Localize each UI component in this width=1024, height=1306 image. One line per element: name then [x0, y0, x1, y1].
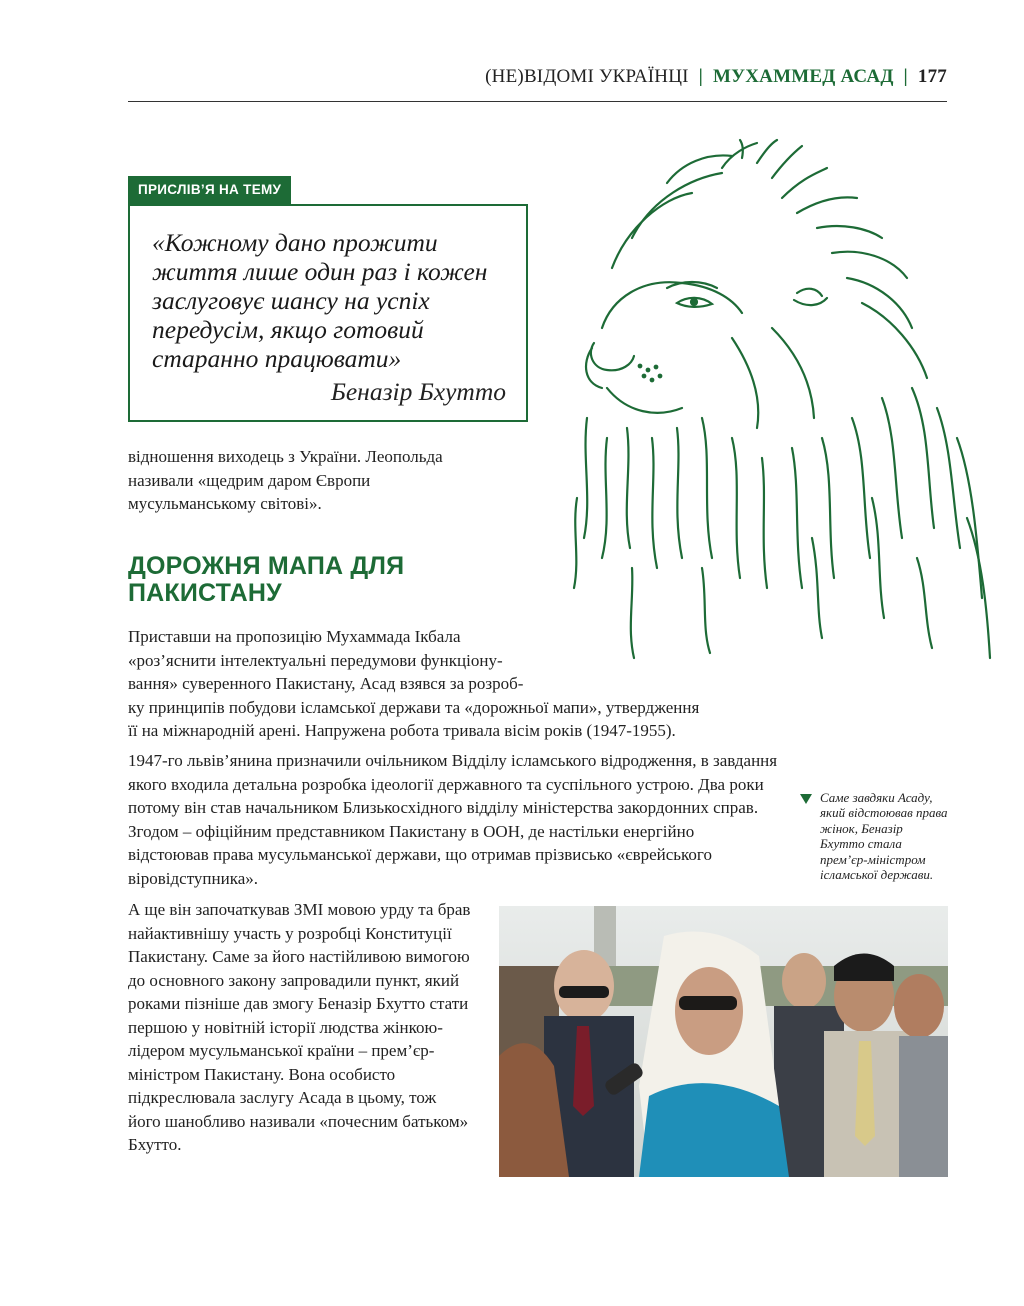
header-separator-2: | — [903, 66, 908, 87]
paragraph-1-line: її на міжнародній арені. Напружена робота тривала вісім років (1947-1955). — [128, 721, 676, 740]
lion-illustration — [572, 138, 997, 668]
press-photo — [499, 906, 948, 1177]
photo-caption — [800, 790, 950, 883]
paragraph-1-line: «роз’яснити інтелектуальні передумови функціону- — [128, 650, 503, 670]
paragraph-2: 1947-го львів’янина призначили очільником Відділу ісламського відродження, в завдання якого входила детальна розробка ідеології державного та суспільного устрою. Два роки потому він став начальником Близькосхідного відділу міністерства закордонних справ. Згодом – офіційним представником Пакистану в ООН, де настільки енергійно відстоював права мусульманської держави, що отримав прізвисько «єврейського віровідступника». — [128, 751, 778, 888]
quote-tag: ПРИСЛІВ’Я НА ТЕМУ — [128, 176, 291, 204]
header-rule — [128, 101, 947, 102]
triangle-down-icon — [800, 794, 812, 804]
quote-author: Беназір Бхутто — [330, 377, 506, 406]
header-separator: | — [698, 66, 704, 87]
chapter-subject: МУХАММЕД АСАД — [712, 66, 894, 87]
quote-box — [128, 204, 528, 422]
caption-text: Саме завдяки Асаду, який відстоював права жінок, Беназір Бхутто стала прем’єр-міністром ісламської держави. — [820, 789, 948, 882]
quote-text: «Кожному дано прожити життя лише один раз і кожен заслуговує шансу на успіх передусім, якщо готовий старанно працювати» — [152, 228, 488, 373]
paragraph-1-line: вання» суверенного Пакистану, Асад взявся за розроб- — [128, 674, 524, 693]
section-heading: ДОРОЖНЯ МАПА ДЛЯ ПАКИСТАНУ — [128, 552, 405, 607]
paragraph-3: А ще він започаткував ЗМІ мовою урду та брав найактивнішу участь у розробці Конституції Пакистану. Саме за його настійливою вимогою до основного закону запровадили пункт, який роками пізніше дав змогу Беназір Бхутто стати першою у новітній історії людства жінкою-лідером мусульманської країни – прем’єр-міністром Пакистану. Вона особисто підкреслювала заслугу Асада в цьому, тож його шанобливо називали «почесним батьком» Бхутто. — [128, 900, 471, 1154]
series-title: (НЕ)ВІДОМІ УКРАЇНЦІ — [485, 66, 689, 87]
running-header — [485, 66, 947, 88]
intro-paragraph: відношення виходець з України. Леопольда називали «щедрим даром Європи мусульманському світові». — [128, 447, 443, 513]
paragraph-1-line: Приставши на пропозицію Мухаммада Ікбала — [128, 627, 461, 646]
page-number: 177 — [917, 66, 947, 87]
paragraph-1-line: ку принципів побудови ісламської держави та «дорожньої мапи», утвердження — [128, 697, 700, 717]
paragraph-1 — [128, 625, 776, 743]
